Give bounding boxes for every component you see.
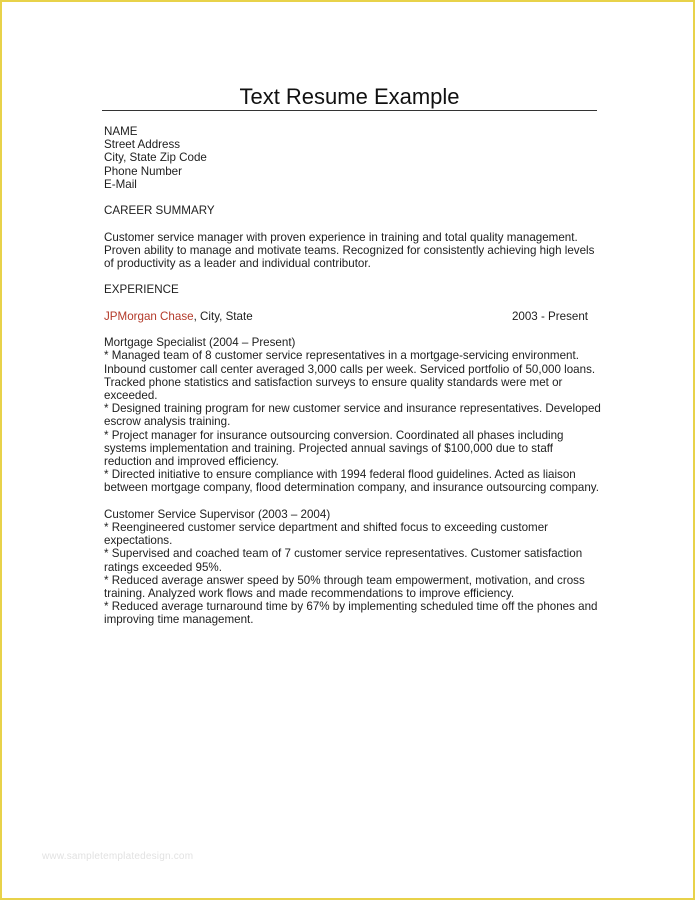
contact-block [104,125,596,191]
contact-phone: Phone Number [104,164,182,178]
experience-heading: EXPERIENCE [104,283,179,297]
summary-heading: CAREER SUMMARY [104,204,215,218]
page-title: Text Resume Example [239,84,460,109]
role-line: improving time management. [104,613,254,627]
summary-block [104,231,596,271]
role-customer-service-supervisor [104,508,596,627]
role-line: escrow analysis training. [104,415,231,429]
job-employer-location [104,310,253,323]
role-line: * Directed initiative to ensure compliance with 1994 federal flood guidelines. Acted as liaison [104,468,576,482]
job-location: , City, State [193,309,253,323]
job-employer: JPMorgan Chase [104,309,194,323]
spacer [104,297,596,310]
summary-line: Proven ability to manage and motivate teams. Recognized for consistently achieving high levels [104,243,595,257]
title-divider [102,110,597,111]
spacer [104,495,596,508]
role-line: * Reengineered customer service department and shifted focus to exceeding customer [104,521,549,534]
contact-email: E-Mail [104,177,137,191]
spacer [104,270,596,283]
spacer [104,217,596,230]
watermark-text: www.sampletemplatedesign.com [42,851,194,862]
role-line: * Reduced average turnaround time by 67% by implementing scheduled time off the phones and [104,600,598,614]
role-line: * Managed team of 8 customer service representatives in a mortgage-servicing environment. [104,349,579,363]
role-line: between mortgage company, flood determination company, and insurance outsourcing company. [104,481,599,495]
role-title: Mortgage Specialist (2004 – Present) [104,336,296,350]
role-line: * Designed training program for new customer service and insurance representatives. Developed [104,402,601,416]
spacer [104,191,596,204]
role-line: * Project manager for insurance outsourcing conversion. Coordinated all phases including [104,428,564,442]
spacer [104,323,596,336]
resume-body [104,125,601,627]
job-header [104,310,588,323]
role-mortgage-specialist [104,336,601,495]
role-line: ratings exceeded 95%. [104,560,222,574]
role-line: reduction and improved efficiency. [104,455,279,468]
summary-line: Customer service manager with proven experience in training and total quality management. [104,230,578,244]
summary-line: of productivity as a leader and individual contributor. [104,257,371,270]
contact-name: NAME [104,125,138,138]
role-line: expectations. [104,534,173,548]
role-line: systems implementation and training. Projected annual savings of $100,000 due to staff [104,441,553,455]
role-line: Tracked phone statistics and satisfaction surveys to ensure quality standards were met or [104,375,563,389]
role-line: * Supervised and coached team of 7 customer service representatives. Customer satisfaction [104,547,583,561]
role-line: training. Analyzed work flows and made recommendations to improve efficiency. [104,587,515,601]
role-title: Customer Service Supervisor (2003 – 2004) [104,507,331,521]
role-line: exceeded. [104,388,158,402]
job-dates: 2003 - Present [511,309,588,323]
contact-city: City, State Zip Code [104,151,207,165]
contact-street: Street Address [104,138,181,152]
role-line: * Reduced average answer speed by 50% through team empowerment, motivation, and cross [104,573,585,587]
role-line: Inbound customer call center averaged 3,000 calls per week. Serviced portfolio of 50,000 loans. [104,362,596,376]
